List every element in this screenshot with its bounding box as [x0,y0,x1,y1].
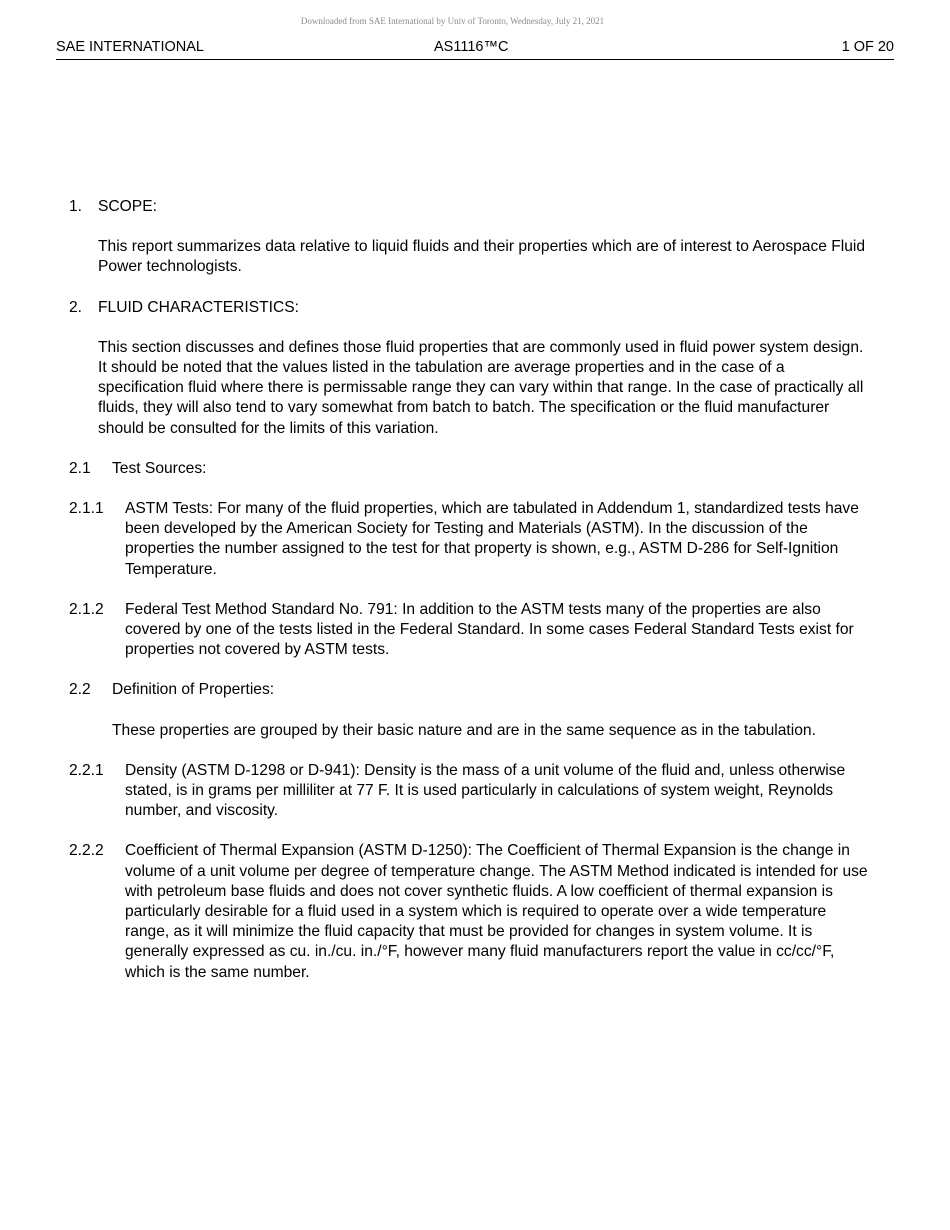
section-title: SCOPE: [98,198,157,215]
section-1-paragraph: This report summarizes data relative to liquid fluids and their properties which are of interest to Aerospace Fluid Power technologists. [98,238,866,276]
header-page-number: 1 OF 20 [841,39,894,55]
section-2-1-2 [69,600,869,661]
section-number: 2.1 [69,459,91,477]
section-number: 2.2.2 [69,842,104,860]
section-number: 2.1.2 [69,600,104,618]
section-number: 2.1.1 [69,500,104,518]
section-2-2-heading [69,680,869,700]
header-org: SAE INTERNATIONAL [56,39,204,55]
section-text: Coefficient of Thermal Expansion (ASTM D-1250): The Coefficient of Thermal Expansion is the change in volume of a unit volume per degree of temperature change. The ASTM Method indicated is intended for use with petroleum base fluids and does not cover synthetic fluids. A low coefficient of thermal expansion is particularly desirable for a fluid used in a system which is required to operate over a wide temperature range, as it will minimize the fluid capacity that must be provided for changes in system volume. It is generally expressed as cu. in./cu. in./°F, however many fluid manufacturers report the value in cc/cc/°F, which is the same number. [125,842,868,981]
section-2-1-heading [69,459,869,479]
page-header [56,38,894,60]
section-2-paragraph: This section discusses and defines those fluid properties that are commonly used in fluid power system design. It should be noted that the values listed in the tabulation are average properties and in the case of a specification fluid where there is permissable range they can vary within that range. In the case of practically all fluids, they will also tend to vary somewhat from batch to batch. The specification or the fluid manufacturer should be consulted for the limits of this variation. [98,338,864,437]
download-watermark: Downloaded from SAE International by Univ of Toronto, Wednesday, July 21, 2021 [300,16,605,26]
header-doc-id: AS1116™C [434,39,509,55]
section-text: Federal Test Method Standard No. 791: In addition to the ASTM tests many of the properties are also covered by one of the tests listed in the Federal Standard. In some cases Federal Standard Tests exist for properties not covered by ASTM tests. [125,600,854,659]
section-2-2-1 [69,761,869,822]
section-title: Test Sources: [112,459,207,477]
section-number: 2.2.1 [69,761,104,779]
section-title: Definition of Properties: [112,681,275,699]
section-number: 1. [69,198,83,215]
section-2-2-paragraph: These properties are grouped by their basic nature and are in the same sequence as in the tabulation. [112,721,816,739]
section-2-1-1 [69,499,869,580]
section-1-heading [69,197,869,217]
section-2-heading [69,298,869,318]
section-text: ASTM Tests: For many of the fluid properties, which are tabulated in Addendum 1, standardized tests have been developed by the American Society for Testing and Materials (ASTM). In the discussion of the properties the number assigned to the test for that property is shown, e.g., ASTM D-286 for Self-Ignition Temperature. [125,500,859,578]
document-body [69,197,869,1003]
section-2-2-2 [69,841,869,982]
section-text: Density (ASTM D-1298 or D-941): Density is the mass of a unit volume of the fluid and, unless otherwise stated, is in grams per milliliter at 77 F. It is used particularly in calculations of system weight, Reynolds number, and viscosity. [125,761,846,820]
section-number: 2.2 [69,681,91,699]
section-title: FLUID CHARACTERISTICS: [98,298,300,316]
section-number: 2. [69,298,83,316]
